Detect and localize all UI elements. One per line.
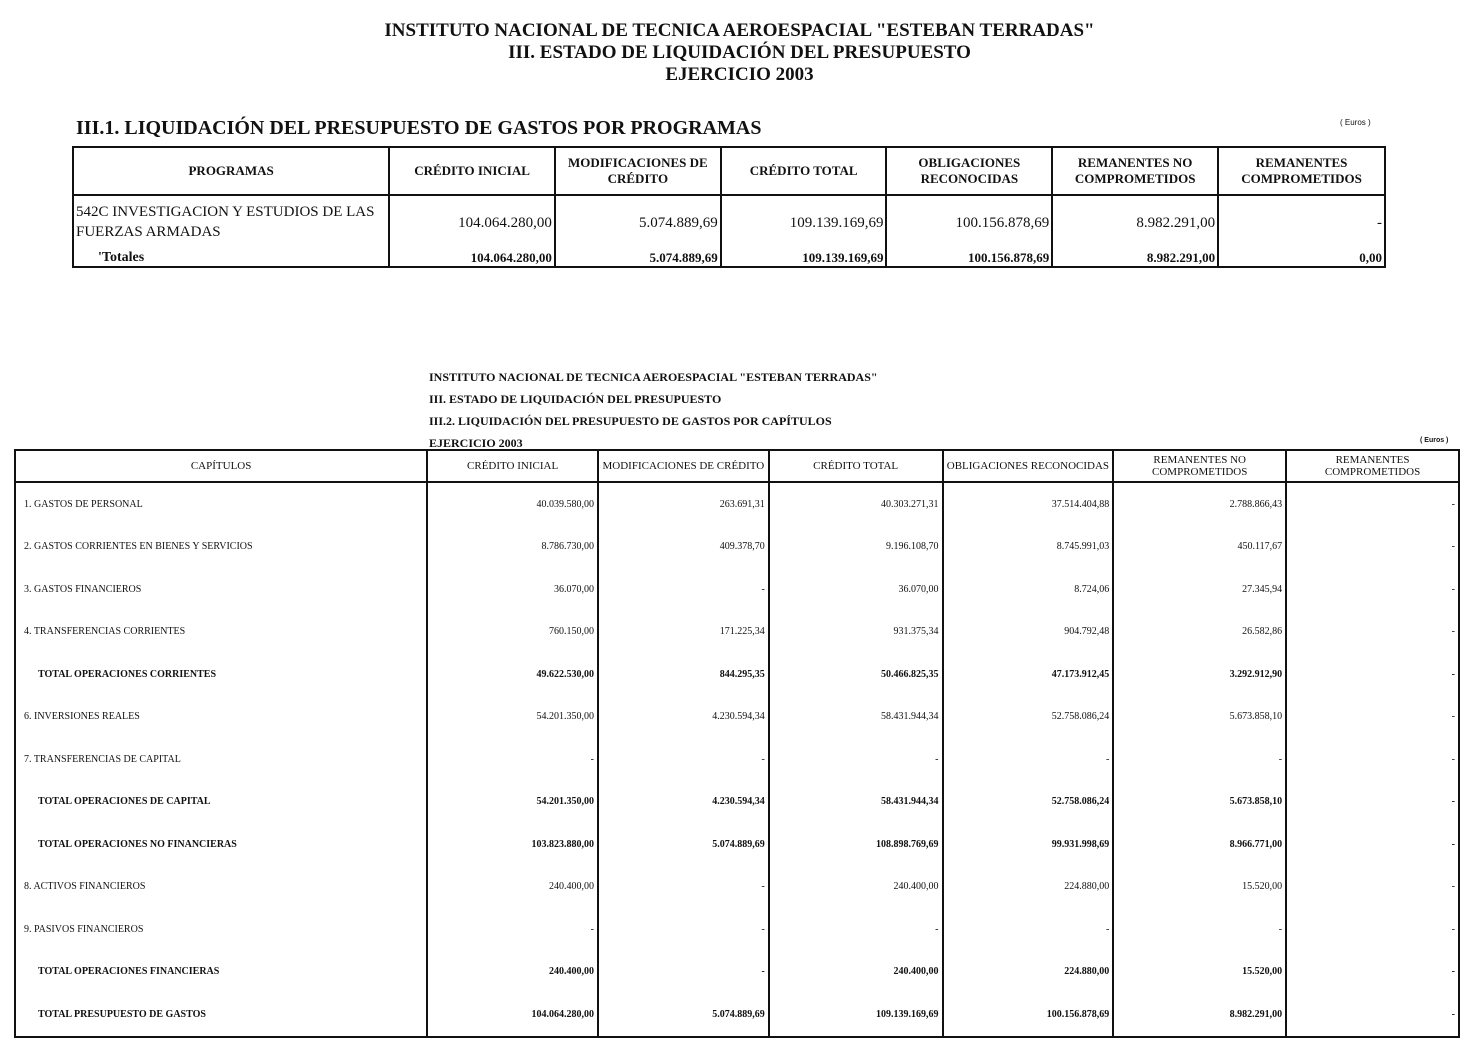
chapter-row (15, 866, 1459, 909)
table-cell: 8.982.291,00 (1052, 195, 1218, 250)
header-statement: III. ESTADO DE LIQUIDACIÓN DEL PRESUPUESTO (508, 42, 971, 63)
total-row (15, 823, 1459, 866)
table-cell: - (943, 738, 1114, 781)
table-cell: 5.074.889,69 (555, 195, 721, 250)
chapter-name: 4. TRANSFERENCIAS CORRIENTES (15, 611, 427, 654)
header-year: EJERCICIO 2003 (665, 64, 814, 85)
section2-header-line: INSTITUTO NACIONAL DE TECNICA AEROESPACIAL "ESTEBAN TERRADAS" (429, 370, 878, 384)
table-cell: - (1286, 653, 1459, 696)
table-cell: 409.378,70 (598, 526, 769, 569)
table-cell: - (1113, 908, 1286, 951)
table-cell: 58.431.944,34 (769, 696, 943, 739)
table-cell: 103.823.880,00 (427, 823, 598, 866)
table-cell: 104.064.280,00 (389, 195, 555, 250)
table-cell: - (1286, 951, 1459, 994)
table-cell: 224.880,00 (943, 951, 1114, 994)
table-cell: - (1113, 738, 1286, 781)
total-row (15, 653, 1459, 696)
table-cell: 8.745.991,03 (943, 526, 1114, 569)
table-cell: 40.303.271,31 (769, 482, 943, 526)
table-cell: 171.225,34 (598, 611, 769, 654)
table-cell: 931.375,34 (769, 611, 943, 654)
table-cell: 240.400,00 (769, 866, 943, 909)
table-cell: - (1286, 482, 1459, 526)
section2-header-line: EJERCICIO 2003 (429, 436, 523, 450)
chapter-row (15, 908, 1459, 951)
chapter-name: 1. GASTOS DE PERSONAL (15, 482, 427, 526)
totals-cell: 109.139.169,69 (721, 250, 887, 267)
table-cell: - (598, 866, 769, 909)
table-cell: 760.150,00 (427, 611, 598, 654)
table-cell: 9.196.108,70 (769, 526, 943, 569)
table-cell: 37.514.404,88 (943, 482, 1114, 526)
table-cell: 47.173.912,45 (943, 653, 1114, 696)
table-cell: 100.156.878,69 (943, 993, 1114, 1037)
table-cell: 224.880,00 (943, 866, 1114, 909)
column-header: MODIFICACIONES DE CRÉDITO (555, 147, 721, 195)
totals-row (73, 250, 1385, 267)
section1-title: III.1. LIQUIDACIÓN DEL PRESUPUESTO DE GASTOS POR PROGRAMAS (76, 117, 762, 139)
table-cell: 2.788.866,43 (1113, 482, 1286, 526)
chapter-name: 2. GASTOS CORRIENTES EN BIENES Y SERVICIOS (15, 526, 427, 569)
table-cell: 8.786.730,00 (427, 526, 598, 569)
table-cell: 109.139.169,69 (721, 195, 887, 250)
table-cell: 36.070,00 (427, 568, 598, 611)
section1-units: ( Euros ) (1340, 118, 1371, 127)
table-cell: - (1286, 908, 1459, 951)
table-cell: - (943, 908, 1114, 951)
table-cell: 99.931.998,69 (943, 823, 1114, 866)
table-cell: - (1286, 611, 1459, 654)
column-header: PROGRAMAS (73, 147, 389, 195)
chapter-row (15, 482, 1459, 526)
table-cell: 26.582,86 (1113, 611, 1286, 654)
column-header: CAPÍTULOS (15, 450, 427, 482)
table-cell: 58.431.944,34 (769, 781, 943, 824)
table-cell: 3.292.912,90 (1113, 653, 1286, 696)
chapter-name: TOTAL PRESUPUESTO DE GASTOS (15, 993, 427, 1037)
programs-table-header (73, 147, 1385, 195)
section2-header-line: III. ESTADO DE LIQUIDACIÓN DEL PRESUPUESTO (429, 392, 722, 406)
chapter-row (15, 696, 1459, 739)
chapter-name: 3. GASTOS FINANCIEROS (15, 568, 427, 611)
table-cell: 4.230.594,34 (598, 696, 769, 739)
table-cell: 54.201.350,00 (427, 696, 598, 739)
document-header (0, 20, 1479, 86)
table-cell: - (1286, 568, 1459, 611)
totals-cell: 0,00 (1218, 250, 1385, 267)
chapter-name: 8. ACTIVOS FINANCIEROS (15, 866, 427, 909)
table-cell: 52.758.086,24 (943, 696, 1114, 739)
table-cell: 109.139.169,69 (769, 993, 943, 1037)
table-cell: 5.074.889,69 (598, 823, 769, 866)
column-header: CRÉDITO TOTAL (769, 450, 943, 482)
totals-cell: 8.982.291,00 (1052, 250, 1218, 267)
totals-cell: 100.156.878,69 (886, 250, 1052, 267)
chapters-table (14, 449, 1460, 1038)
table-cell: - (1286, 526, 1459, 569)
table-cell: 49.622.530,00 (427, 653, 598, 696)
table-cell: 40.039.580,00 (427, 482, 598, 526)
table-cell: 4.230.594,34 (598, 781, 769, 824)
program-name: 542C INVESTIGACION Y ESTUDIOS DE LAS FUERZAS ARMADAS (73, 195, 389, 250)
chapter-name: TOTAL OPERACIONES CORRIENTES (15, 653, 427, 696)
table-cell: - (598, 951, 769, 994)
table-cell: - (1218, 195, 1385, 250)
chapter-name: TOTAL OPERACIONES DE CAPITAL (15, 781, 427, 824)
table-cell: 27.345,94 (1113, 568, 1286, 611)
table-cell: 52.758.086,24 (943, 781, 1114, 824)
table-cell: 240.400,00 (769, 951, 943, 994)
table-row (73, 195, 1385, 250)
totals-cell: 5.074.889,69 (555, 250, 721, 267)
table-cell: 8.982.291,00 (1113, 993, 1286, 1037)
totals-cell: 104.064.280,00 (389, 250, 555, 267)
chapter-name: 9. PASIVOS FINANCIEROS (15, 908, 427, 951)
chapter-row (15, 611, 1459, 654)
total-row (15, 781, 1459, 824)
table-cell: 36.070,00 (769, 568, 943, 611)
column-header: REMANENTES COMPROMETIDOS (1218, 147, 1385, 195)
header-institution: INSTITUTO NACIONAL DE TECNICA AEROESPACIAL "ESTEBAN TERRADAS" (384, 20, 1095, 41)
table-cell: 263.691,31 (598, 482, 769, 526)
table-cell: - (598, 738, 769, 781)
table-cell: 5.074.889,69 (598, 993, 769, 1037)
totals-label: 'Totales (73, 250, 389, 267)
column-header: OBLIGACIONES RECONOCIDAS (886, 147, 1052, 195)
table-cell: 240.400,00 (427, 951, 598, 994)
table-cell: 240.400,00 (427, 866, 598, 909)
programs-table (72, 146, 1386, 268)
chapter-name: 6. INVERSIONES REALES (15, 696, 427, 739)
chapter-name: TOTAL OPERACIONES NO FINANCIERAS (15, 823, 427, 866)
section2-header (429, 366, 878, 454)
column-header: CRÉDITO INICIAL (427, 450, 598, 482)
table-cell: - (427, 908, 598, 951)
total-row (15, 951, 1459, 994)
table-cell: - (598, 908, 769, 951)
table-cell: 450.117,67 (1113, 526, 1286, 569)
table-cell: - (598, 568, 769, 611)
table-cell: 54.201.350,00 (427, 781, 598, 824)
column-header: OBLIGACIONES RECONOCIDAS (943, 450, 1114, 482)
table-cell: 50.466.825,35 (769, 653, 943, 696)
table-cell: 104.064.280,00 (427, 993, 598, 1037)
column-header: REMANENTES COMPROMETIDOS (1286, 450, 1459, 482)
section2-units: ( Euros ) (1420, 437, 1449, 444)
table-cell: - (1286, 696, 1459, 739)
chapter-name: 7. TRANSFERENCIAS DE CAPITAL (15, 738, 427, 781)
section2-header-line: III.2. LIQUIDACIÓN DEL PRESUPUESTO DE GASTOS POR CAPÍTULOS (429, 414, 832, 428)
column-header: REMANENTES NO COMPROMETIDOS (1113, 450, 1286, 482)
chapter-name: TOTAL OPERACIONES FINANCIERAS (15, 951, 427, 994)
table-cell: 5.673.858,10 (1113, 781, 1286, 824)
chapters-table-header (15, 450, 1459, 482)
table-cell: 904.792,48 (943, 611, 1114, 654)
table-cell: 5.673.858,10 (1113, 696, 1286, 739)
chapter-row (15, 738, 1459, 781)
table-cell: - (1286, 738, 1459, 781)
table-cell: - (427, 738, 598, 781)
table-cell: 8.724,06 (943, 568, 1114, 611)
table-cell: - (769, 908, 943, 951)
column-header: MODIFICACIONES DE CRÉDITO (598, 450, 769, 482)
chapter-row (15, 526, 1459, 569)
table-cell: 15.520,00 (1113, 866, 1286, 909)
table-cell: 108.898.769,69 (769, 823, 943, 866)
column-header: CRÉDITO INICIAL (389, 147, 555, 195)
chapter-row (15, 568, 1459, 611)
table-cell: 15.520,00 (1113, 951, 1286, 994)
table-cell: - (769, 738, 943, 781)
table-cell: 100.156.878,69 (886, 195, 1052, 250)
table-cell: - (1286, 823, 1459, 866)
table-cell: - (1286, 866, 1459, 909)
table-cell: - (1286, 993, 1459, 1037)
table-cell: 8.966.771,00 (1113, 823, 1286, 866)
table-cell: - (1286, 781, 1459, 824)
total-row (15, 993, 1459, 1037)
column-header: REMANENTES NO COMPROMETIDOS (1052, 147, 1218, 195)
table-cell: 844.295,35 (598, 653, 769, 696)
column-header: CRÉDITO TOTAL (721, 147, 887, 195)
